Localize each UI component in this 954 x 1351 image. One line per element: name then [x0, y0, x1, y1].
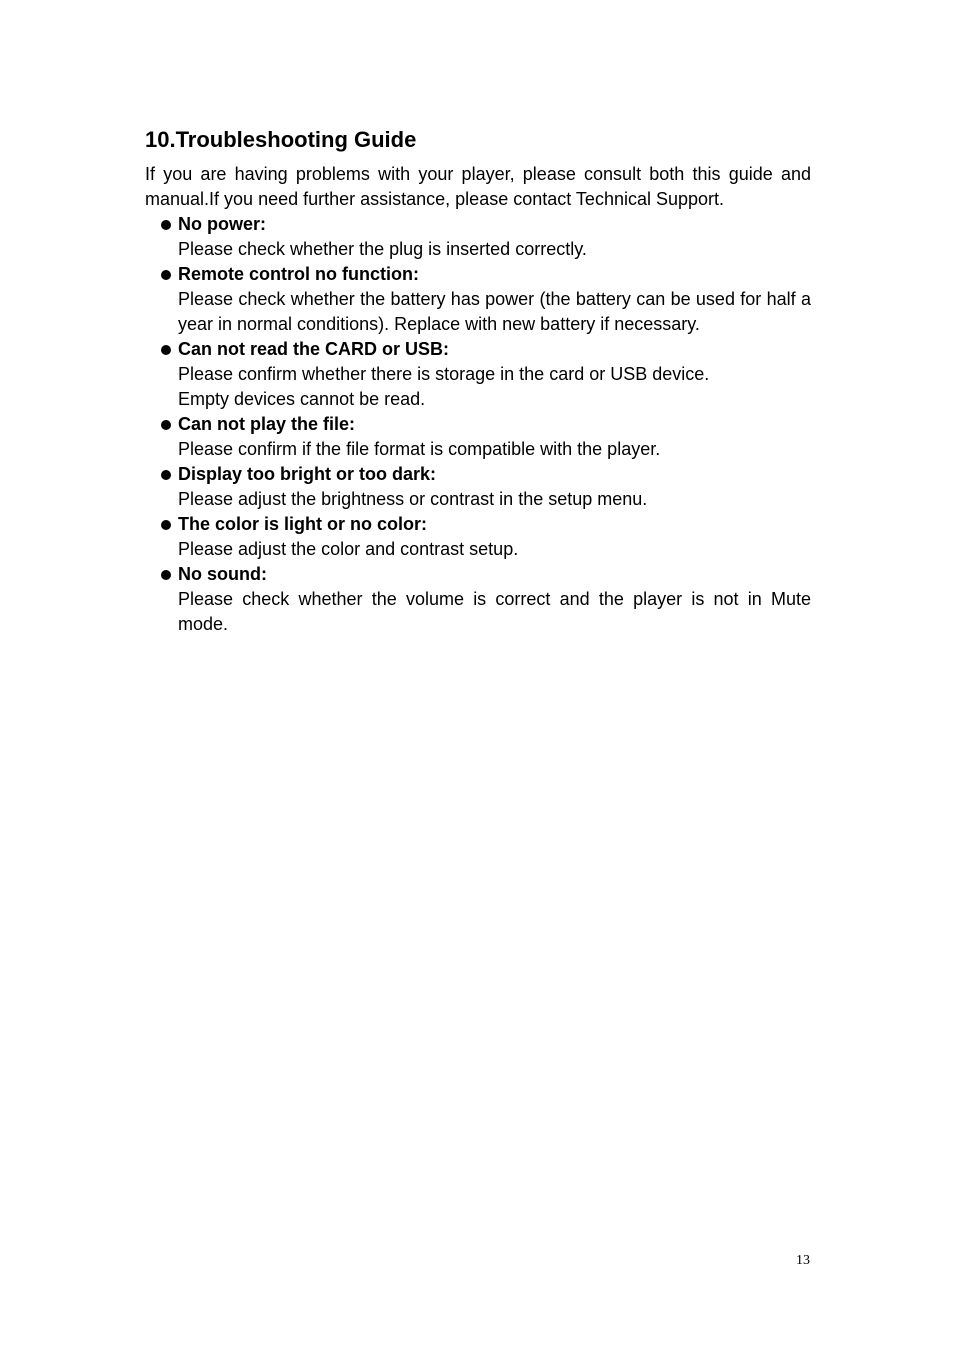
item-description: Please check whether the battery has power (the battery can be used for half a year in normal conditions). Replace with new battery if necessary. [178, 289, 811, 334]
item-title: Can not play the file: [178, 414, 356, 434]
bullet-icon [161, 270, 171, 280]
bullet-icon [161, 520, 171, 530]
item-title: Can not read the CARD or USB: [178, 339, 450, 359]
bullet-icon [161, 570, 171, 580]
intro-paragraph: If you are having problems with your player, please consult both this guide and manual.If you need further assistance, please contact Technical Support. [145, 164, 811, 209]
item-description: Please adjust the brightness or contrast in the setup menu. [178, 489, 648, 509]
list-item [145, 462, 811, 512]
bullet-icon [161, 220, 171, 230]
document-page [145, 124, 811, 637]
item-description: Please check whether the volume is correct and the player is not in Mute mode. [178, 589, 811, 634]
item-title: No sound: [178, 564, 267, 584]
item-description: Please adjust the color and contrast setup. [178, 539, 519, 559]
item-title: No power: [178, 214, 266, 234]
item-title: Remote control no function: [178, 264, 419, 284]
item-description: Empty devices cannot be read. [178, 389, 426, 409]
list-item [145, 262, 811, 337]
section-heading: 10.Troubleshooting Guide [145, 127, 417, 152]
bullet-icon [161, 420, 171, 430]
list-item [145, 512, 811, 562]
item-title: The color is light or no color: [178, 514, 428, 534]
bullet-icon [161, 470, 171, 480]
item-description: Please confirm if the file format is compatible with the player. [178, 439, 661, 459]
list-item [145, 212, 811, 262]
troubleshooting-list [145, 212, 811, 637]
item-title: Display too bright or too dark: [178, 464, 437, 484]
list-item [145, 337, 811, 412]
item-description: Please check whether the plug is inserted correctly. [178, 239, 587, 259]
bullet-icon [161, 345, 171, 355]
list-item [145, 562, 811, 637]
item-description: Please confirm whether there is storage in the card or USB device. [178, 364, 710, 384]
page-number: 13 [796, 1253, 810, 1268]
list-item [145, 412, 811, 462]
